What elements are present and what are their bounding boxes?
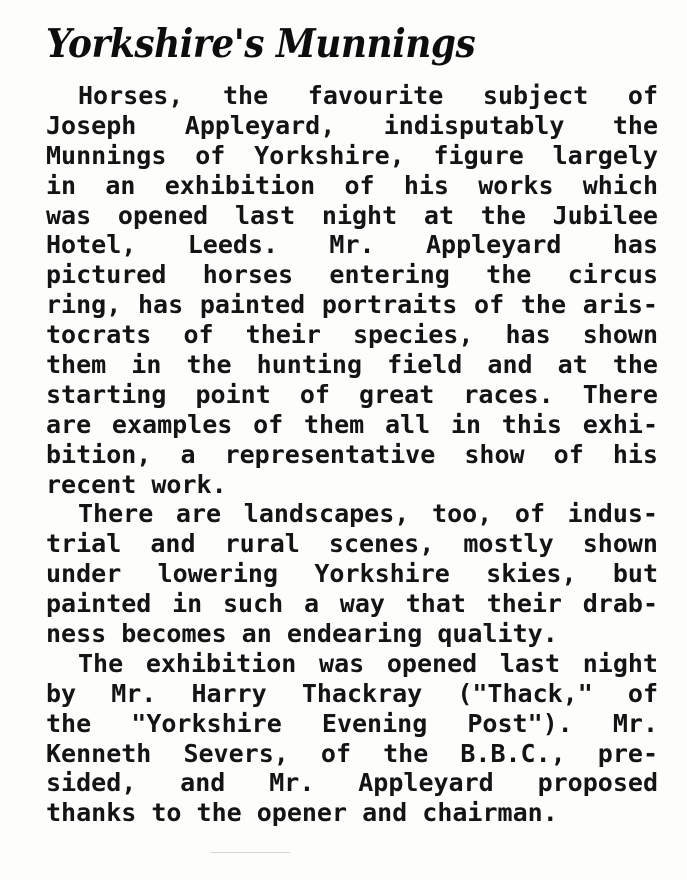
article-line: sided, and Mr. Appleyard proposed: [46, 768, 658, 798]
article-line: trial and rural scenes, mostly shown: [46, 529, 658, 559]
article-line: Joseph Appleyard, indisputably the: [46, 110, 658, 140]
article-line: Horses, the favourite subject of: [78, 81, 658, 110]
article-line: was opened last night at the Jubilee: [46, 200, 658, 230]
article-line: by Mr. Harry Thackray ("Thack," of: [46, 678, 658, 708]
article-line: tocrats of their species, has shown: [46, 320, 658, 350]
article-line: bition, a representative show of his: [46, 439, 658, 469]
article-line: There are landscapes, too, of indus-: [78, 499, 658, 529]
article-line: pictured horses entering the circus: [46, 260, 658, 290]
headline: Yorkshire's Munnings: [46, 21, 476, 67]
article-line: painted in such a way that their drab-: [46, 589, 658, 619]
article-line: them in the hunting field and at the: [46, 350, 658, 380]
article-line: starting point of great races. There: [46, 379, 658, 409]
article-line: Hotel, Leeds. Mr. Appleyard has: [46, 230, 658, 260]
article-line: the "Yorkshire Evening Post"). Mr.: [46, 708, 658, 738]
article-line: are examples of them all in this exhi-: [46, 409, 658, 439]
article-line: recent work.: [46, 469, 227, 499]
article-line: ness becomes an endearing quality.: [46, 619, 558, 649]
bottom-rule: [210, 852, 290, 853]
article-body: [46, 81, 658, 828]
article-line: in an exhibition of his works which: [46, 170, 658, 200]
article-line: Kenneth Severs, of the B.B.C., pre-: [46, 738, 658, 768]
article-line: Munnings of Yorkshire, figure largely: [46, 140, 658, 170]
article-line: thanks to the opener and chairman.: [46, 798, 558, 828]
article-line: under lowering Yorkshire skies, but: [46, 559, 658, 589]
article-line: ring, has painted portraits of the aris-: [46, 290, 658, 320]
article-line: The exhibition was opened last night: [78, 648, 658, 678]
